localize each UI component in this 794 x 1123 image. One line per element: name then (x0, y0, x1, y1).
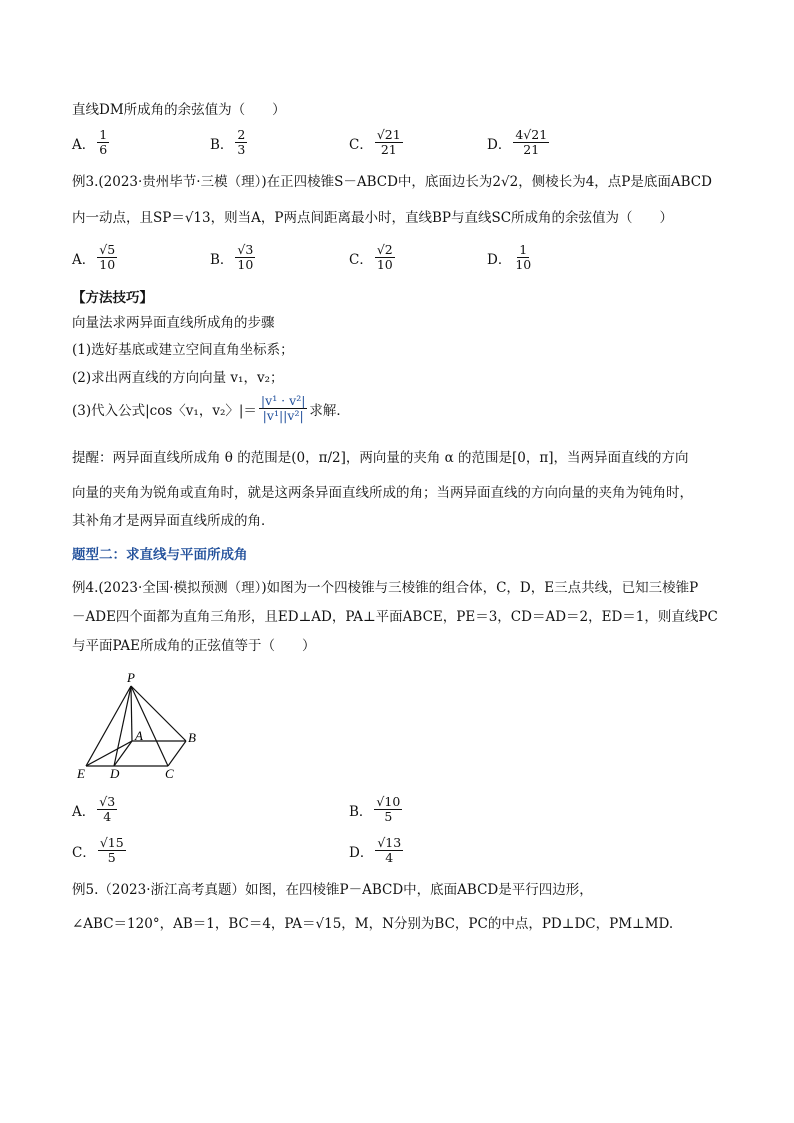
label-c: C (165, 766, 174, 781)
fraction-denominator: 10 (515, 257, 532, 272)
fraction-numerator: √15 (99, 835, 124, 850)
fraction-numerator: 2 (237, 127, 246, 142)
method-step-2: (2)求出两直线的方向向量 v₁，v₂； (72, 370, 284, 386)
option-b (210, 243, 257, 272)
option-b (210, 128, 249, 157)
pyramid-figure (72, 670, 212, 785)
fraction-numerator: √5 (99, 242, 116, 257)
method-step-1: (1)选好基底或建立空间直角坐标系； (72, 342, 294, 358)
example-5-line-2: ∠ABC＝120°，AB＝1，BC＝4，PA＝√15，M，N分别为BC，PC的中点，PD⊥DC，PM⊥MD. (72, 916, 674, 932)
fraction-numerator: 1 (99, 127, 108, 142)
fraction-numerator: √3 (99, 794, 116, 809)
formula-denominator: |v¹||v²| (262, 408, 304, 423)
example-4-line-1: 例4.(2023·全国·模拟预测（理）)如图为一个四棱锥与三棱锥的组合体，C，D，E三点共线，已知三棱锥P (72, 580, 699, 596)
fraction-denominator: 5 (384, 809, 393, 824)
option-letter: C． (349, 136, 373, 153)
option-d (487, 243, 535, 272)
fraction-numerator: 1 (519, 242, 528, 257)
option-c (349, 128, 405, 157)
label-e: E (77, 766, 85, 781)
option-letter: B． (210, 136, 234, 153)
option-a (72, 128, 111, 157)
fraction-numerator: √10 (376, 794, 401, 809)
option-c (349, 243, 397, 272)
fraction-denominator: 5 (107, 850, 116, 865)
section-heading: 题型二：求直线与平面所成角 (72, 547, 248, 563)
tip-line-2: 向量的夹角为锐角或直角时，就是这两条异面直线所成的角；当两异面直线的方向向量的夹角为钝角时， (72, 485, 693, 501)
option-letter: A． (72, 803, 96, 820)
formula-prefix: (3)代入公式|cos〈v₁，v₂〉|＝ (72, 402, 257, 419)
method-step-3 (72, 394, 350, 423)
example-4-line-3: 与平面PAE所成角的正弦值等于（ ） (72, 638, 316, 654)
option-a (72, 243, 119, 272)
option-letter: C． (349, 251, 373, 268)
fraction-numerator: √21 (376, 127, 401, 142)
option-letter: D． (487, 136, 512, 153)
label-b: B (188, 730, 196, 745)
formula-suffix: 求解． (309, 402, 350, 419)
fraction-denominator: 4 (103, 809, 112, 824)
option-letter: D． (349, 844, 374, 861)
fraction-denominator: 21 (523, 142, 540, 157)
fraction-denominator: 10 (99, 257, 116, 272)
option-letter: B． (210, 251, 234, 268)
tip-line-3: 其补角才是两异面直线所成的角． (72, 513, 275, 529)
option-letter: A． (72, 251, 96, 268)
example-5-line-1: 例5.（2023·浙江高考真题）如图，在四棱锥P－ABCD中，底面ABCD是平行四边形， (72, 882, 593, 898)
fraction-numerator: √2 (376, 242, 393, 257)
fraction-denominator: 4 (385, 850, 394, 865)
fraction-numerator: 4√21 (515, 127, 548, 142)
method-heading: 【方法技巧】 (72, 290, 153, 306)
option-c (72, 836, 128, 865)
fraction-numerator: √3 (237, 242, 254, 257)
option-letter: C． (72, 844, 96, 861)
option-letter: B． (349, 803, 373, 820)
label-d: D (110, 766, 120, 781)
formula-numerator: |v¹ · v²| (260, 393, 306, 408)
method-title: 向量法求两异面直线所成角的步骤 (72, 315, 275, 331)
question-stem: 直线DM所成角的余弦值为（ ） (72, 102, 286, 118)
fraction-denominator: 10 (376, 257, 393, 272)
example-3-line-2: 内一动点，且SP＝√13，则当A，P两点间距离最小时，直线BP与直线SC所成角的余弦值为（ ） (72, 210, 674, 226)
option-d (487, 128, 551, 157)
option-a (72, 795, 119, 824)
fraction-numerator: √13 (377, 835, 402, 850)
option-letter: A． (72, 136, 96, 153)
example-4-line-2: －ADE四个面都为直角三角形，且ED⊥AD，PA⊥平面ABCE，PE＝3，CD＝AD＝2，ED＝1，则直线PC (72, 609, 718, 625)
option-b (349, 795, 404, 824)
fraction-denominator: 3 (237, 142, 246, 157)
fraction-denominator: 21 (380, 142, 397, 157)
label-a: A (135, 728, 143, 743)
example-3-line-1: 例3.(2023·贵州毕节·三模（理）)在正四棱锥S－ABCD中，底面边长为2√2，侧棱长为4，点P是底面ABCD (72, 174, 712, 190)
fraction-denominator: 6 (99, 142, 108, 157)
fraction-denominator: 10 (237, 257, 254, 272)
option-d (349, 836, 405, 865)
option-letter: D． (487, 251, 512, 268)
label-p: P (127, 670, 135, 685)
tip-line-1: 提醒：两异面直线所成角 θ 的范围是(0，π/2]，两向量的夹角 α 的范围是[0，π]，当两异面直线的方向 (72, 450, 689, 466)
